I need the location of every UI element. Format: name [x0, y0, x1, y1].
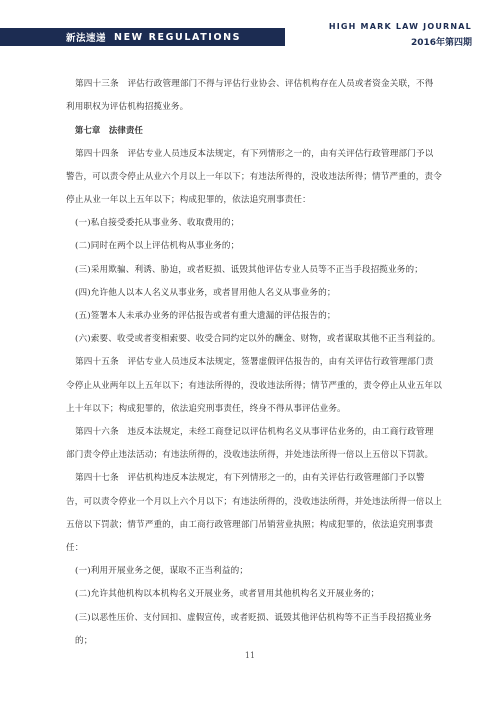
list-item: (六)索要、收受或者变相索要、收受合同约定以外的酬金、财物，或者谋取其他不正当利益的。 [75, 334, 441, 345]
list-item: (五)签署本人未承办业务的评估报告或者有重大遗漏的评估报告的； [75, 311, 336, 322]
journal-name: HIGH MARK LAW JOURNAL [328, 22, 472, 31]
article-44: 第四十四条 评估专业人员违反本法规定，有下列情形之一的，由有关评估行政管理部门予以警告，可以责令停止从业六个月以上一年以下；有违法所得的，没收违法所得；情节严重的，责令停止从业一年以上五年以下；构成犯罪的，依法追究刑事责任： [66, 148, 442, 206]
list-item: (一)利用开展业务之便，谋取不正当利益的； [75, 566, 249, 577]
journal-masthead [329, 22, 472, 48]
article-body [66, 73, 442, 653]
list-item: (三)采用欺骗、利诱、胁迫，或者贬损、诋毁其他评估专业人员等不正当手段招揽业务的； [75, 264, 424, 275]
article-47: 第四十七条 评估机构违反本法规定，有下列情形之一的，由有关评估行政管理部门予以警告，可以责令停业一个月以上六个月以下；有违法所得的，没收违法所得，并处违法所得一倍以上五倍以下罚款；情节严重的，由工商行政管理部门吊销营业执照；构成犯罪的，依法追究刑事责任： [66, 473, 442, 554]
section-title-en: NEW REGULATIONS [114, 31, 242, 43]
section-title-cn: 新法速递 [66, 33, 107, 44]
section-banner [0, 28, 285, 46]
list-item: (二)允许其他机构以本机构名义开展业务，或者冒用其他机构名义开展业务的； [75, 589, 380, 600]
article-43: 第四十三条 评估行政管理部门不得与评估行业协会、评估机构存在人员或者资金关联，不得利用职权为评估机构招揽业务。 [66, 79, 434, 113]
chapter-heading: 第七章 法律责任 [74, 125, 144, 136]
list-item: (四)允许他人以本人名义从事业务，或者冒用他人名义从事业务的； [75, 287, 336, 298]
page-number: 11 [244, 651, 256, 660]
list-item: (一)私自接受委托从事业务、收取费用的； [75, 218, 240, 229]
article-46: 第四十六条 违反本法规定，未经工商登记以评估机构名义从事评估业务的，由工商行政管理部门责令停止违法活动；有违法所得的，没收违法所得，并处违法所得一倍以上五倍以下罚款。 [66, 427, 434, 461]
list-item: (三)以恶性压价、支付回扣、虚假宣传，或者贬损、诋毁其他评估机构等不正当手段招揽业务的； [75, 612, 432, 646]
list-item: (二)同时在两个以上评估机构从事业务的； [75, 241, 240, 252]
article-45: 第四十五条 评估专业人员违反本法规定，签署虚假评估报告的，由有关评估行政管理部门责令停止从业两年以上五年以下；有违法所得的，没收违法所得；情节严重的，责令停止从业五年以上十年以下；构成犯罪的，依法追究刑事责任，终身不得从事评估业务。 [66, 357, 442, 414]
journal-issue: 2016年第四期 [410, 38, 472, 48]
